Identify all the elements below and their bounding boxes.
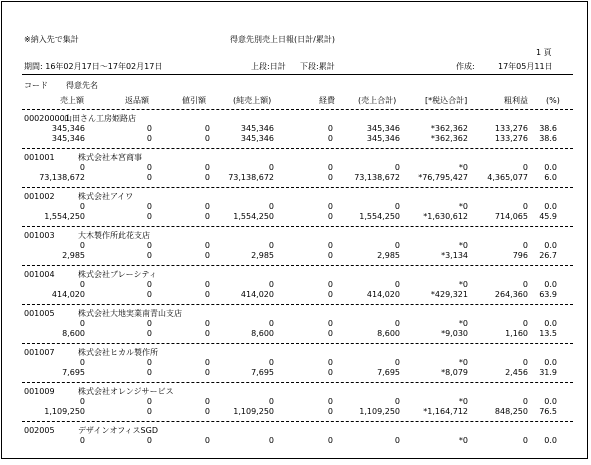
cumulative-returns-value: 0 [146, 212, 152, 221]
cumulative-returns-value: 0 [146, 134, 152, 143]
aggregation-note: ※納入先で集計 [24, 35, 79, 44]
customer-code: 000200001 [24, 114, 70, 123]
cumulative-net-sales-value: 1,554,250 [233, 212, 274, 221]
cumulative-total-value: 1,109,250 [359, 407, 400, 416]
customer-separator [22, 382, 573, 383]
daily-discount-value: 0 [204, 397, 210, 406]
daily-discount-value: 0 [204, 319, 210, 328]
cumulative-ratio-value: 31.9 [539, 368, 557, 377]
cumulative-total-value: 1,554,250 [359, 212, 400, 221]
cumulative-tax-total-value: *76,795,427 [418, 173, 468, 182]
cumulative-total-value: 73,138,672 [354, 173, 400, 182]
customer-block [2, 387, 587, 426]
daily-returns-value: 0 [146, 397, 152, 406]
report-period: 期間: 16年02月17日～17年02月17日 [24, 62, 163, 71]
daily-ratio-value: 0.0 [544, 241, 557, 250]
cumulative-returns-value: 0 [146, 290, 152, 299]
created-label: 作成: [456, 62, 475, 71]
daily-expense-value: 0 [327, 319, 333, 328]
daily-net-sales-value: 0 [268, 202, 274, 211]
customer-block [2, 192, 587, 231]
daily-tax-total-value: *0 [458, 397, 468, 406]
daily-total-value: 0 [394, 397, 400, 406]
cumulative-total-value: 7,695 [377, 368, 400, 377]
cumulative-row [2, 251, 587, 261]
cumulative-tax-total-value: *1,630,612 [423, 212, 468, 221]
daily-row [2, 280, 587, 290]
cumulative-ratio-value: 63.9 [539, 290, 557, 299]
cumulative-discount-value: 0 [204, 251, 210, 260]
customer-code: 001004 [24, 270, 55, 279]
daily-sales-value: 0 [79, 163, 85, 172]
daily-gross-profit-value: 0 [522, 163, 528, 172]
cumulative-ratio-value: 6.0 [544, 173, 557, 182]
daily-sales-value: 0 [79, 280, 85, 289]
daily-returns-value: 0 [146, 319, 152, 328]
cumulative-total-value: 345,346 [366, 134, 400, 143]
column-header-ratio: (%) [546, 96, 560, 105]
daily-returns-value: 0 [146, 124, 152, 133]
daily-expense-value: 0 [327, 397, 333, 406]
daily-gross-profit-value: 0 [522, 436, 528, 445]
daily-net-sales-value: 0 [268, 163, 274, 172]
daily-expense-value: 0 [327, 436, 333, 445]
column-header-net-sales: (純売上額) [233, 96, 272, 105]
daily-sales-value: 0 [79, 358, 85, 367]
customer-code: 001007 [24, 348, 55, 357]
column-header-code: コード [24, 81, 48, 90]
customer-name: 山田さん工房姫路店 [64, 114, 136, 123]
cumulative-tax-total-value: *9,030 [441, 329, 468, 338]
daily-discount-value: 0 [204, 163, 210, 172]
daily-ratio-value: 0.0 [544, 280, 557, 289]
daily-gross-profit-value: 0 [522, 280, 528, 289]
cumulative-gross-profit-value: 714,065 [494, 212, 528, 221]
daily-ratio-value: 0.0 [544, 436, 557, 445]
daily-returns-value: 0 [146, 241, 152, 250]
cumulative-tax-total-value: *1,164,712 [423, 407, 468, 416]
daily-row [2, 358, 587, 368]
cumulative-ratio-value: 26.7 [539, 251, 557, 260]
upper-row-legend: 上段:日計 [251, 62, 286, 71]
cumulative-sales-value: 1,109,250 [44, 407, 85, 416]
cumulative-row [2, 134, 587, 144]
cumulative-row [2, 212, 587, 222]
daily-discount-value: 0 [204, 241, 210, 250]
cumulative-expense-value: 0 [327, 329, 333, 338]
cumulative-net-sales-value: 2,985 [251, 251, 274, 260]
cumulative-sales-value: 345,346 [51, 134, 85, 143]
daily-row [2, 202, 587, 212]
cumulative-row [2, 407, 587, 417]
daily-tax-total-value: *0 [458, 436, 468, 445]
daily-gross-profit-value: 0 [522, 202, 528, 211]
daily-total-value: 345,346 [366, 124, 400, 133]
cumulative-total-value: 2,985 [377, 251, 400, 260]
customer-name: 株式会社オレンジサービス [78, 387, 174, 396]
customer-block [2, 231, 587, 270]
daily-ratio-value: 0.0 [544, 163, 557, 172]
cumulative-returns-value: 0 [146, 407, 152, 416]
daily-gross-profit-value: 0 [522, 358, 528, 367]
daily-returns-value: 0 [146, 280, 152, 289]
daily-total-value: 0 [394, 202, 400, 211]
column-header-total: (売上合計) [358, 96, 397, 105]
cumulative-discount-value: 0 [204, 173, 210, 182]
customer-separator [22, 148, 573, 149]
daily-sales-value: 0 [79, 202, 85, 211]
customer-separator [22, 187, 573, 188]
customer-code: 002005 [24, 426, 55, 435]
daily-net-sales-value: 0 [268, 436, 274, 445]
cumulative-gross-profit-value: 1,160 [505, 329, 528, 338]
cumulative-sales-value: 1,554,250 [44, 212, 85, 221]
daily-tax-total-value: *0 [458, 202, 468, 211]
cumulative-gross-profit-value: 4,365,077 [487, 173, 528, 182]
customer-name: デザインオフィスSGD [78, 426, 158, 435]
header-rule [22, 74, 573, 75]
cumulative-expense-value: 0 [327, 290, 333, 299]
daily-discount-value: 0 [204, 358, 210, 367]
daily-returns-value: 0 [146, 202, 152, 211]
daily-gross-profit-value: 133,276 [494, 124, 528, 133]
daily-total-value: 0 [394, 358, 400, 367]
cumulative-sales-value: 8,600 [62, 329, 85, 338]
daily-row [2, 124, 587, 134]
cumulative-sales-value: 2,985 [62, 251, 85, 260]
daily-sales-value: 0 [79, 397, 85, 406]
cumulative-sales-value: 73,138,672 [39, 173, 85, 182]
cumulative-total-value: 8,600 [377, 329, 400, 338]
cumulative-tax-total-value: *3,134 [441, 251, 468, 260]
daily-expense-value: 0 [327, 202, 333, 211]
daily-ratio-value: 0.0 [544, 319, 557, 328]
daily-expense-value: 0 [327, 241, 333, 250]
daily-row [2, 397, 587, 407]
customer-separator [22, 421, 573, 422]
cumulative-row [2, 368, 587, 378]
daily-sales-value: 0 [79, 436, 85, 445]
customer-separator [22, 304, 573, 305]
daily-row [2, 436, 587, 446]
customer-block [2, 309, 587, 348]
cumulative-net-sales-value: 73,138,672 [228, 173, 274, 182]
column-header-returns: 返品額 [125, 96, 149, 105]
cumulative-discount-value: 0 [204, 134, 210, 143]
column-header-sales: 売上額 [60, 96, 84, 105]
daily-ratio-value: 0.0 [544, 397, 557, 406]
report-title: 得意先別売上日報(日計/累計) [230, 35, 335, 44]
daily-row [2, 241, 587, 251]
cumulative-discount-value: 0 [204, 329, 210, 338]
cumulative-discount-value: 0 [204, 290, 210, 299]
daily-net-sales-value: 0 [268, 397, 274, 406]
report-page [1, 1, 588, 459]
daily-discount-value: 0 [204, 436, 210, 445]
customer-name: 株式会社大地実業南青山支店 [78, 309, 182, 318]
column-header-tax-total: [*税込合計] [425, 96, 468, 105]
cumulative-net-sales-value: 1,109,250 [233, 407, 274, 416]
customer-block [2, 270, 587, 309]
customer-separator [22, 265, 573, 266]
cumulative-discount-value: 0 [204, 407, 210, 416]
customer-name: 大木製作所此花支店 [78, 231, 150, 240]
customer-code: 001005 [24, 309, 55, 318]
cumulative-expense-value: 0 [327, 212, 333, 221]
daily-ratio-value: 38.6 [539, 124, 557, 133]
cumulative-expense-value: 0 [327, 251, 333, 260]
cumulative-gross-profit-value: 133,276 [494, 134, 528, 143]
customer-separator [22, 343, 573, 344]
daily-ratio-value: 0.0 [544, 202, 557, 211]
daily-sales-value: 0 [79, 319, 85, 328]
cumulative-discount-value: 0 [204, 368, 210, 377]
daily-net-sales-value: 0 [268, 280, 274, 289]
created-date: 17年05月11日 [498, 62, 553, 71]
daily-returns-value: 0 [146, 163, 152, 172]
cumulative-ratio-value: 45.9 [539, 212, 557, 221]
daily-tax-total-value: *362,362 [430, 124, 468, 133]
customer-block [2, 348, 587, 387]
page-number: 1 頁 [536, 48, 552, 57]
customer-code: 001002 [24, 192, 55, 201]
customer-name: 株式会社ブレーシティ [78, 270, 157, 279]
daily-gross-profit-value: 0 [522, 319, 528, 328]
cumulative-sales-value: 414,020 [51, 290, 85, 299]
daily-ratio-value: 0.0 [544, 358, 557, 367]
column-header-discount: 値引額 [182, 96, 206, 105]
daily-tax-total-value: *0 [458, 241, 468, 250]
daily-net-sales-value: 0 [268, 241, 274, 250]
daily-discount-value: 0 [204, 202, 210, 211]
daily-net-sales-value: 0 [268, 358, 274, 367]
daily-sales-value: 345,346 [51, 124, 85, 133]
daily-row [2, 163, 587, 173]
cumulative-expense-value: 0 [327, 407, 333, 416]
customer-block [2, 114, 587, 153]
cumulative-net-sales-value: 414,020 [240, 290, 274, 299]
column-header-gross-profit: 粗利益 [504, 96, 528, 105]
daily-gross-profit-value: 0 [522, 397, 528, 406]
cumulative-returns-value: 0 [146, 173, 152, 182]
daily-total-value: 0 [394, 241, 400, 250]
cumulative-expense-value: 0 [327, 134, 333, 143]
daily-tax-total-value: *0 [458, 280, 468, 289]
cumulative-expense-value: 0 [327, 173, 333, 182]
cumulative-net-sales-value: 8,600 [251, 329, 274, 338]
customer-name: 株式会社本宮商事 [78, 153, 142, 162]
customer-code: 001009 [24, 387, 55, 396]
cumulative-sales-value: 7,695 [62, 368, 85, 377]
daily-sales-value: 0 [79, 241, 85, 250]
cumulative-net-sales-value: 7,695 [251, 368, 274, 377]
cumulative-row [2, 290, 587, 300]
cumulative-tax-total-value: *8,079 [441, 368, 468, 377]
daily-expense-value: 0 [327, 124, 333, 133]
cumulative-ratio-value: 38.6 [539, 134, 557, 143]
daily-gross-profit-value: 0 [522, 241, 528, 250]
cumulative-returns-value: 0 [146, 368, 152, 377]
cumulative-discount-value: 0 [204, 212, 210, 221]
daily-net-sales-value: 345,346 [240, 124, 274, 133]
daily-returns-value: 0 [146, 436, 152, 445]
daily-total-value: 0 [394, 280, 400, 289]
cumulative-gross-profit-value: 264,360 [494, 290, 528, 299]
cumulative-tax-total-value: *429,321 [430, 290, 468, 299]
cumulative-row [2, 329, 587, 339]
daily-returns-value: 0 [146, 358, 152, 367]
customer-block [2, 153, 587, 192]
cumulative-gross-profit-value: 848,250 [494, 407, 528, 416]
daily-total-value: 0 [394, 163, 400, 172]
cumulative-net-sales-value: 345,346 [240, 134, 274, 143]
daily-expense-value: 0 [327, 358, 333, 367]
customer-name: 株式会社アイワ [78, 192, 134, 201]
customer-block [2, 426, 587, 465]
customer-code: 001003 [24, 231, 55, 240]
daily-total-value: 0 [394, 436, 400, 445]
customer-code: 001001 [24, 153, 55, 162]
daily-tax-total-value: *0 [458, 319, 468, 328]
daily-discount-value: 0 [204, 124, 210, 133]
daily-tax-total-value: *0 [458, 358, 468, 367]
customer-separator [22, 226, 573, 227]
cumulative-gross-profit-value: 2,456 [505, 368, 528, 377]
cumulative-ratio-value: 76.5 [539, 407, 557, 416]
cumulative-row [2, 173, 587, 183]
daily-expense-value: 0 [327, 280, 333, 289]
cumulative-returns-value: 0 [146, 329, 152, 338]
daily-tax-total-value: *0 [458, 163, 468, 172]
cumulative-ratio-value: 13.5 [539, 329, 557, 338]
cumulative-gross-profit-value: 796 [512, 251, 528, 260]
customer-name: 株式会社ヒカル製作所 [78, 348, 158, 357]
cumulative-expense-value: 0 [327, 368, 333, 377]
columns-rule [22, 109, 573, 110]
daily-row [2, 319, 587, 329]
daily-discount-value: 0 [204, 280, 210, 289]
daily-total-value: 0 [394, 319, 400, 328]
cumulative-returns-value: 0 [146, 251, 152, 260]
lower-row-legend: 下段:累計 [300, 62, 335, 71]
daily-expense-value: 0 [327, 163, 333, 172]
column-header-expense: 経費 [319, 96, 335, 105]
cumulative-total-value: 414,020 [366, 290, 400, 299]
column-header-customer: 得意先名 [66, 81, 98, 90]
cumulative-tax-total-value: *362,362 [430, 134, 468, 143]
daily-net-sales-value: 0 [268, 319, 274, 328]
